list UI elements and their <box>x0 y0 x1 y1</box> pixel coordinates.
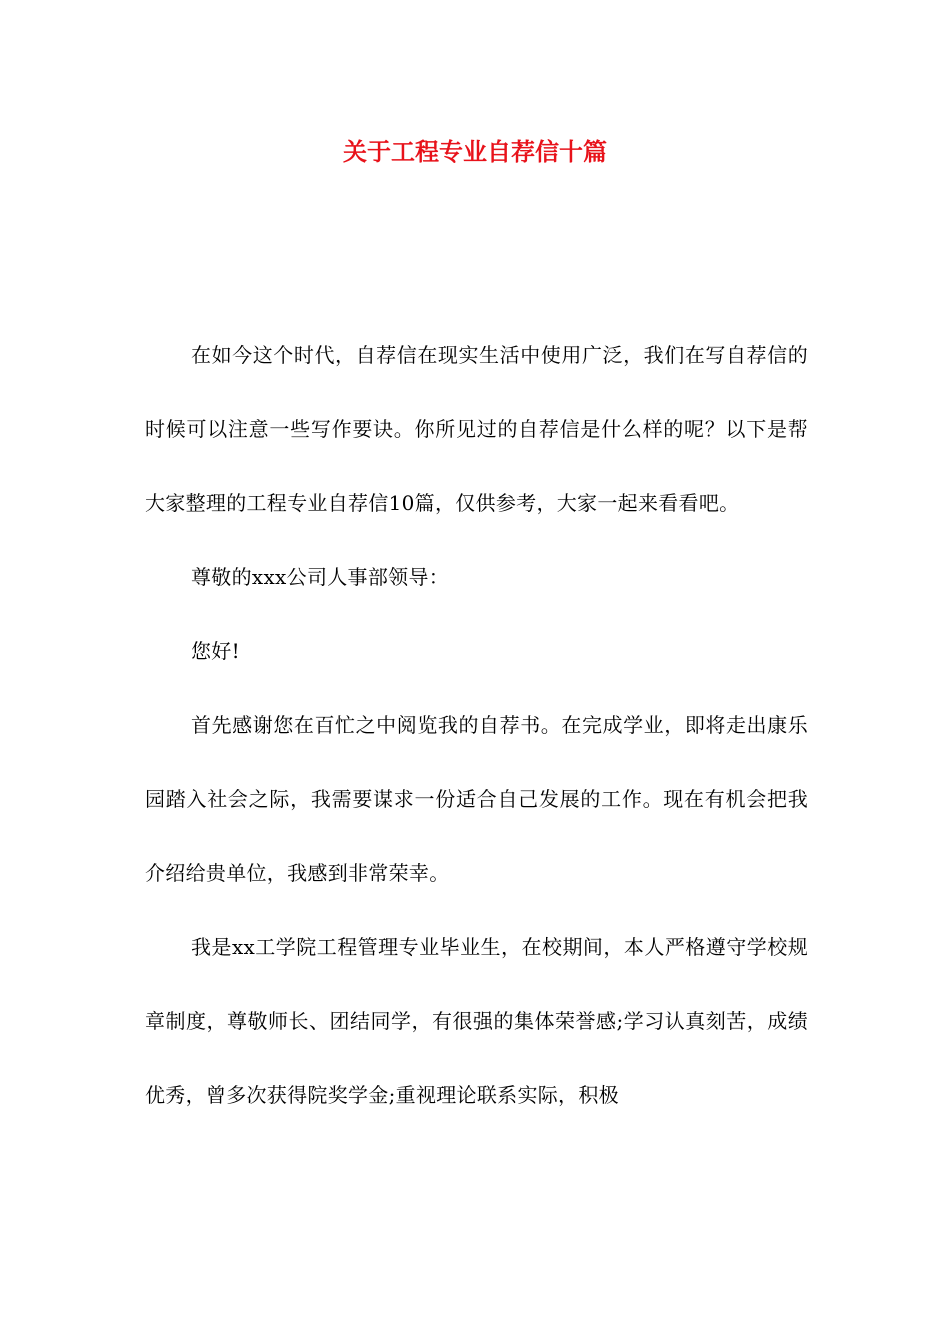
body-paragraph-1: 首先感谢您在百忙之中阅览我的自荐书。在完成学业，即将走出康乐园踏入社会之际，我需要谋求一份适合自己发展的工作。现在有机会把我介绍给贵单位，我感到非常荣幸。 <box>145 713 808 885</box>
document-body <box>145 318 808 1132</box>
document-title: 关于工程专业自荐信十篇 <box>343 138 607 166</box>
body-paragraph-2: 我是xx工学院工程管理专业毕业生，在校期间，本人严格遵守学校规章制度，尊敬师长、团结同学，有很强的集体荣誉感;学习认真刻苦，成绩优秀，曾多次获得院奖学金;重视理论联系实际，积极 <box>145 935 808 1107</box>
greeting: 您好! <box>191 639 240 663</box>
intro-paragraph: 在如今这个时代，自荐信在现实生活中使用广泛，我们在写自荐信的时候可以注意一些写作要诀。你所见过的自荐信是什么样的呢？以下是帮大家整理的工程专业自荐信10篇，仅供参考，大家一起来看看吧。 <box>145 343 808 515</box>
salutation: 尊敬的xxx公司人事部领导： <box>191 565 450 589</box>
